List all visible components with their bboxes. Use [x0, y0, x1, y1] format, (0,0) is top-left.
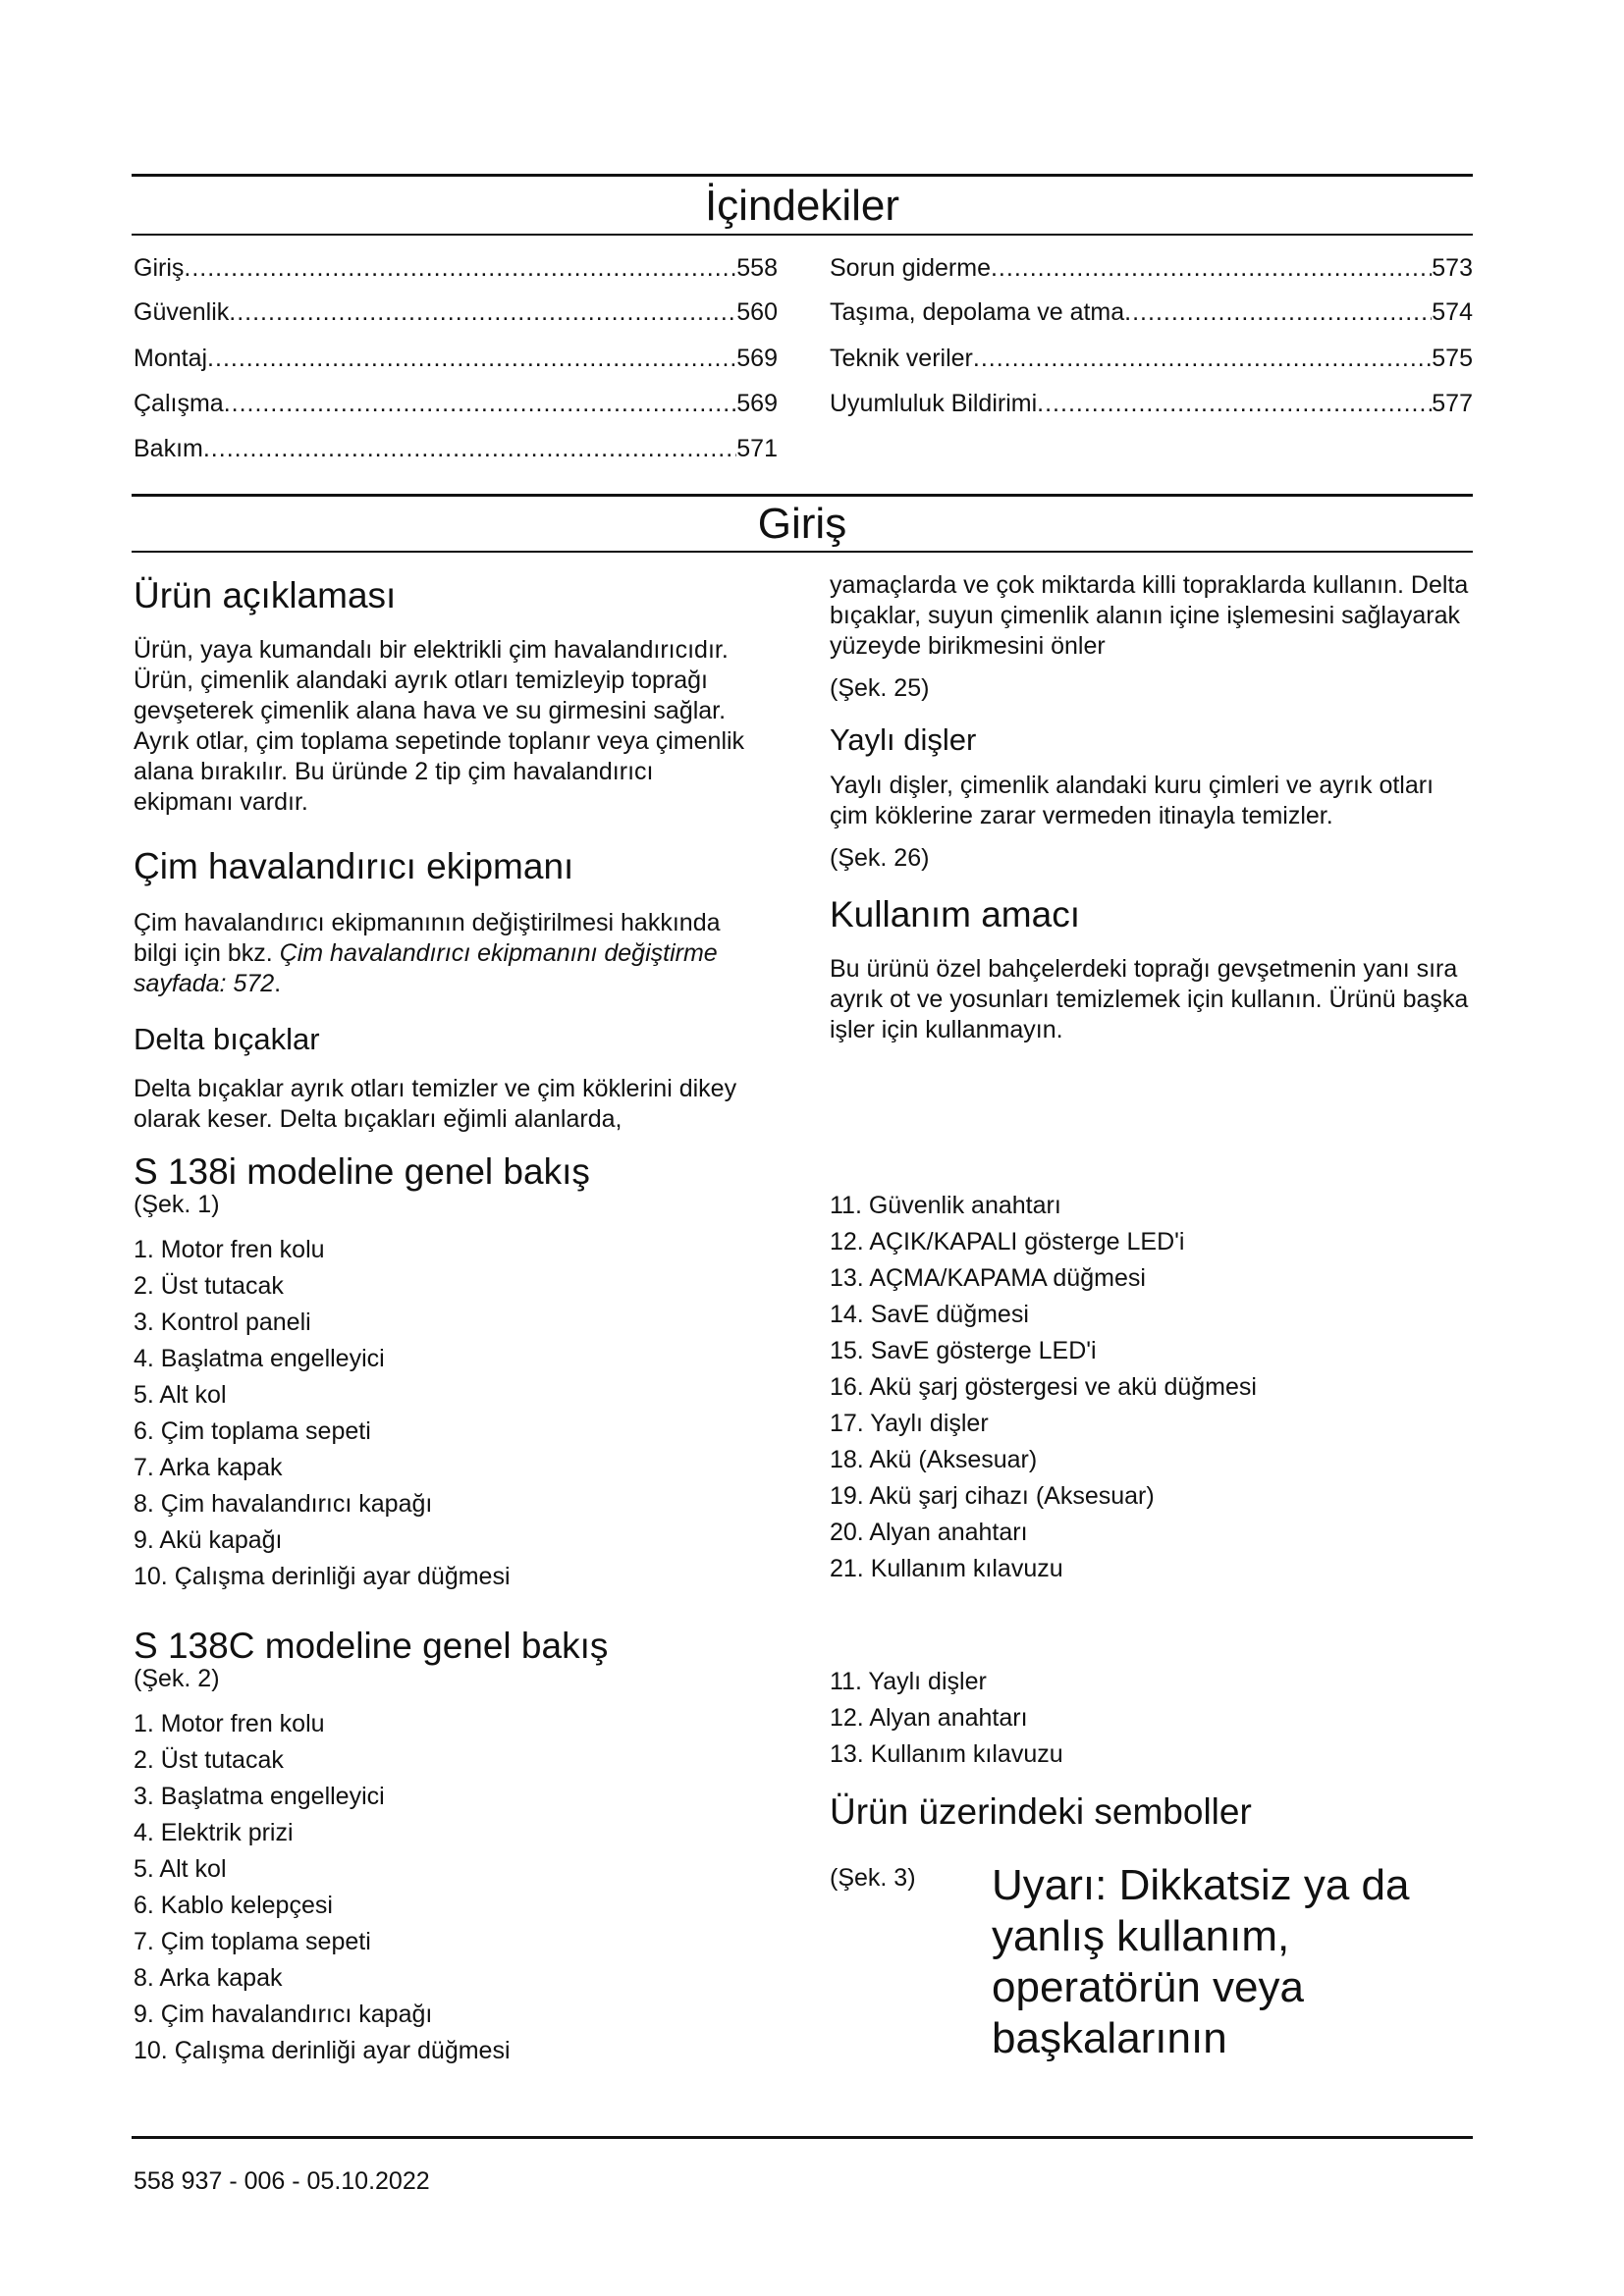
toc-entry-page: 575 — [1432, 345, 1473, 372]
toc-entry[interactable] — [134, 252, 778, 284]
list-item: 4. Başlatma engelleyici — [134, 1345, 385, 1372]
footer-rule — [132, 2136, 1473, 2139]
aerator-equipment-link[interactable]: Çim havalandırıcı ekipmanını değiştirme sayfada: 572 — [134, 939, 718, 997]
toc-entry[interactable] — [134, 388, 778, 419]
delta-blades-text-cont: yamaçlarda ve çok miktarda killi topraklarda kullanın. Delta bıçaklar, suyun çimenlik alanın içine işlemesini sağlayarak yüzeyde birikmesini önler — [830, 571, 1469, 660]
product-desc-text: Ürün, yaya kumandalı bir elektrikli çim havalandırıcıdır. Ürün, çimenlik alandaki ayrık otları temizleyip toprağı gevşeterek çimenlik alana hava ve su girmesini sağlar. Ayrık otlar, çim toplama sepetinde toplanır veya çimenlik alana bırakılır. Bu üründe 2 tip çim havalandırıcı ekipmanı vardır. — [134, 636, 745, 816]
toc-title-rule — [132, 234, 1473, 236]
toc-leader — [973, 343, 1432, 374]
symbols-heading: Ürün üzerindeki semboller — [830, 1791, 1252, 1832]
list-item: 9. Çim havalandırıcı kapağı — [134, 2001, 433, 2028]
list-item: 13. Kullanım kılavuzu — [830, 1740, 1063, 1768]
s138i-heading: S 138i modeline genel bakış — [134, 1151, 590, 1192]
list-item: 15. SavE gösterge LED'i — [830, 1337, 1097, 1364]
list-item: 3. Kontrol paneli — [134, 1308, 311, 1336]
list-item: 11. Güvenlik anahtarı — [830, 1192, 1061, 1219]
list-item: 12. Alyan anahtarı — [830, 1704, 1028, 1732]
intended-use-text: Bu ürünü özel bahçelerdeki toprağı gevşetmenin yanı sıra ayrık ot ve yosunları temizlemek için kullanın. Ürünü başka işler için kullanmayın. — [830, 955, 1469, 1043]
list-item: 1. Motor fren kolu — [134, 1710, 325, 1737]
list-item: 10. Çalışma derinliği ayar düğmesi — [134, 1563, 511, 1590]
toc-entry[interactable] — [134, 343, 778, 374]
toc-entry-page: 573 — [1432, 254, 1473, 282]
s138i-list-right — [830, 1188, 1473, 1587]
toc-entry-page: 569 — [736, 390, 778, 417]
toc-leader — [184, 252, 736, 284]
toc-entry-label: Uyumluluk Bildirimi — [830, 390, 1038, 417]
footer-doc-number: 558 937 - 006 - 05.10.2022 — [134, 2167, 430, 2195]
list-item: 11. Yaylı dişler — [830, 1668, 987, 1695]
toc-entry-page: 569 — [736, 345, 778, 372]
toc-entry-label: Çalışma — [134, 390, 224, 417]
product-desc-heading: Ürün açıklaması — [134, 575, 397, 615]
toc-entry-page: 571 — [736, 435, 778, 462]
list-item: 5. Alt kol — [134, 1381, 227, 1409]
list-item: 20. Alyan anahtarı — [830, 1519, 1028, 1546]
intended-use-heading: Kullanım amacı — [830, 894, 1080, 934]
list-item: 8. Çim havalandırıcı kapağı — [134, 1490, 433, 1518]
toc-leader — [991, 252, 1432, 284]
list-item: 21. Kullanım kılavuzu — [830, 1555, 1063, 1582]
toc-entry-label: Güvenlik — [134, 298, 230, 326]
toc-entry-page: 574 — [1432, 298, 1473, 326]
list-item: 10. Çalışma derinliği ayar düğmesi — [134, 2037, 511, 2064]
toc-entry[interactable] — [134, 296, 778, 328]
toc-entry[interactable] — [830, 252, 1473, 284]
s138c-list-right — [830, 1664, 1473, 1773]
intro-right-column — [830, 570, 1473, 1045]
list-item: 6. Çim toplama sepeti — [134, 1417, 371, 1445]
toc-leader — [224, 388, 737, 419]
list-item: 3. Başlatma engelleyici — [134, 1783, 385, 1810]
list-item: 1. Motor fren kolu — [134, 1236, 325, 1263]
list-item: 8. Arka kapak — [134, 1964, 283, 1992]
toc-entry-page: 560 — [736, 298, 778, 326]
toc-entry-label: Montaj — [134, 345, 208, 372]
list-item: 19. Akü şarj cihazı (Aksesuar) — [830, 1482, 1155, 1510]
toc-leader — [1124, 296, 1432, 328]
symbols-warning-text: Uyarı: Dikkatsiz ya da yanlış kullanım, operatörün veya başkalarının — [992, 1861, 1410, 2062]
list-item: 14. SavE düğmesi — [830, 1301, 1029, 1328]
intro-title-rule — [132, 551, 1473, 553]
aerator-equipment-text-suffix: . — [274, 970, 282, 997]
toc-entry[interactable] — [830, 343, 1473, 374]
toc-entry-label: Bakım — [134, 435, 203, 462]
aerator-equipment-heading: Çim havalandırıcı ekipmanı — [134, 846, 574, 886]
toc-entry[interactable] — [830, 296, 1473, 328]
list-item: 13. AÇMA/KAPAMA düğmesi — [830, 1264, 1146, 1292]
toc-entry-label: Taşıma, depolama ve atma — [830, 298, 1125, 326]
list-item: 4. Elektrik prizi — [134, 1819, 294, 1846]
toc-leader — [207, 343, 736, 374]
aerator-equipment-text — [134, 908, 758, 999]
s138i-list-left — [134, 1232, 758, 1595]
s138i-left — [134, 1150, 758, 1595]
list-item: 9. Akü kapağı — [134, 1526, 283, 1554]
list-item: 5. Alt kol — [134, 1855, 227, 1883]
list-item: 7. Arka kapak — [134, 1454, 283, 1481]
intro-title: Giriş — [757, 500, 847, 548]
delta-blades-figure-ref: (Şek. 25) — [830, 674, 930, 702]
toc-title: İçindekiler — [704, 182, 900, 230]
toc-entry-page: 558 — [736, 254, 778, 282]
spring-tines-figure-ref: (Şek. 26) — [830, 844, 930, 872]
s138c-right — [830, 1664, 1473, 1894]
list-item: 6. Kablo kelepçesi — [134, 1892, 333, 1919]
intro-top-rule — [132, 494, 1473, 497]
toc-leader — [203, 433, 736, 464]
spring-tines-heading: Yaylı dişler — [830, 722, 977, 757]
delta-blades-text: Delta bıçaklar ayrık otları temizler ve çim köklerini dikey olarak keser. Delta bıçakları eğimli alanlarda, — [134, 1075, 737, 1133]
s138c-list-left — [134, 1706, 758, 2069]
list-item: 2. Üst tutacak — [134, 1746, 284, 1774]
delta-blades-heading: Delta bıçaklar — [134, 1022, 320, 1056]
toc-entry-label: Teknik veriler — [830, 345, 973, 372]
intro-left-column — [134, 574, 758, 1135]
list-item: 17. Yaylı dişler — [830, 1410, 989, 1437]
list-item: 18. Akü (Aksesuar) — [830, 1446, 1038, 1473]
toc-entry[interactable] — [830, 388, 1473, 419]
list-item: 7. Çim toplama sepeti — [134, 1928, 371, 1955]
list-item: 2. Üst tutacak — [134, 1272, 284, 1300]
toc-leader — [229, 296, 736, 328]
toc-entry[interactable] — [134, 433, 778, 464]
spring-tines-text: Yaylı dişler, çimenlik alandaki kuru çimleri ve ayrık otları çim köklerine zarar vermeden itinayla temizler. — [830, 772, 1435, 829]
list-item: 16. Akü şarj göstergesi ve akü düğmesi — [830, 1373, 1257, 1401]
toc-top-rule — [132, 174, 1473, 177]
list-item: 12. AÇIK/KAPALI gösterge LED'i — [830, 1228, 1185, 1255]
s138c-figure-ref: (Şek. 2) — [134, 1665, 220, 1692]
toc-entry-page: 577 — [1432, 390, 1473, 417]
aerator-equipment-text-prefix: Çim havalandırıcı ekipmanının değiştirilmesi hakkında bilgi için bkz. — [134, 909, 721, 967]
s138i-figure-ref: (Şek. 1) — [134, 1191, 220, 1218]
s138i-right — [830, 1188, 1473, 1587]
s138c-heading: S 138C modeline genel bakış — [134, 1626, 609, 1666]
symbols-figure-ref: (Şek. 3) — [830, 1864, 916, 1892]
toc-entry-label: Sorun giderme — [830, 254, 991, 282]
toc-leader — [1037, 388, 1432, 419]
s138c-left — [134, 1625, 758, 2069]
toc-entry-label: Giriş — [134, 254, 185, 282]
